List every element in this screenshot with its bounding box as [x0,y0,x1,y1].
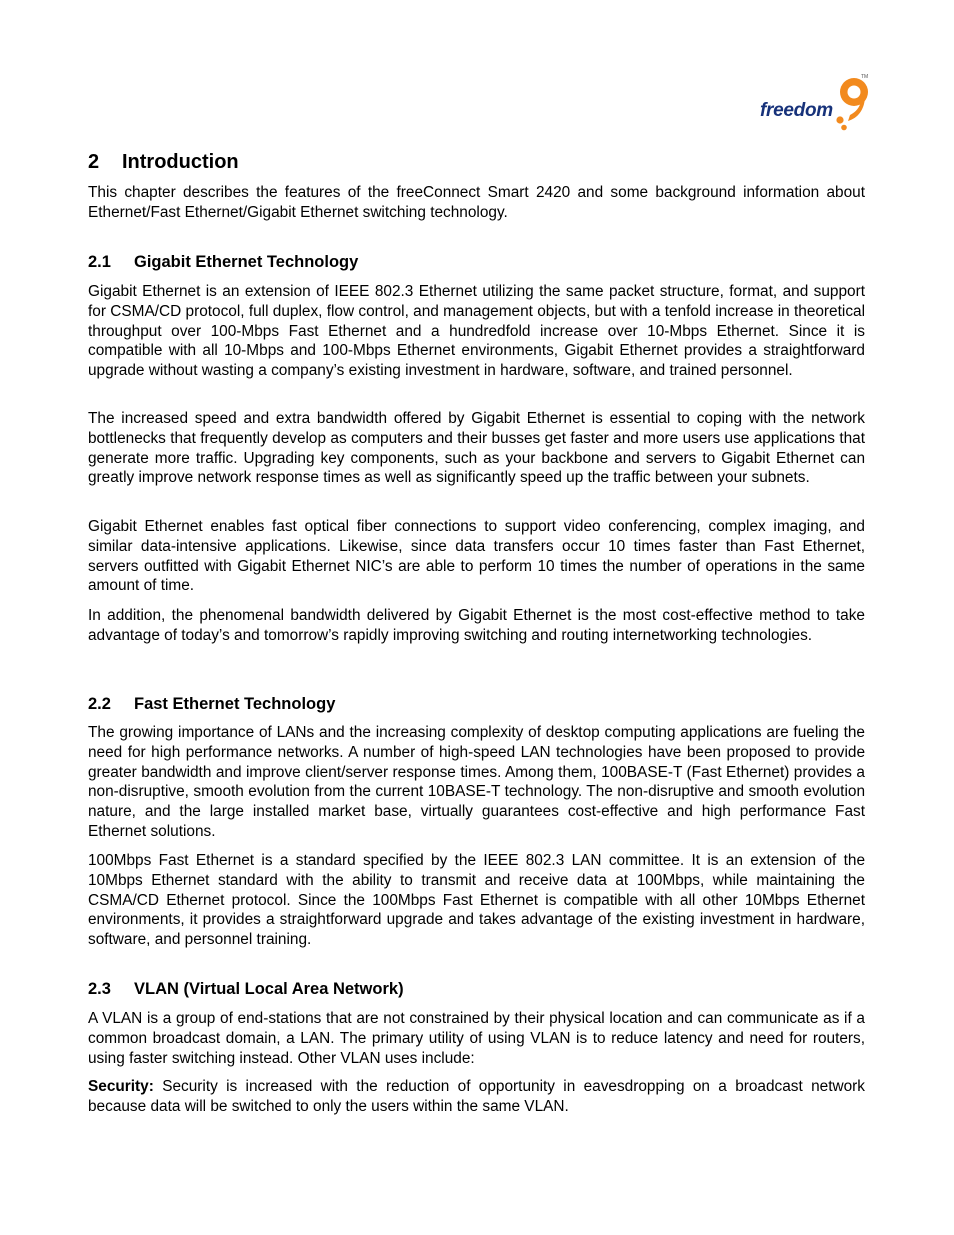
section-number: 2.1 [88,253,111,271]
paragraph: A VLAN is a group of end-stations that are not constrained by their physical location and can communicate as if a common broadcast domain, a LAN. The primary utility of using VLAN is to reduce latency and need for routers, using faster switching instead. Other VLAN uses include: [88,1010,865,1067]
paragraph: In addition, the phenomenal bandwidth delivered by Gigabit Ethernet is the most cost-effective method to take advantage of today’s and tomorrow’s rapidly improving switching and routing internetworking technologies. [88,607,865,644]
section-heading-2-3 [88,979,404,999]
paragraph: The increased speed and extra bandwidth offered by Gigabit Ethernet is essential to coping with the network bottlenecks that frequently develop as computers and their busses get faster and more users use applications that generate more traffic. Upgrading key components, such as your backbone and servers to Gigabit Ethernet can greatly improve network response times as well as significantly speed up the traffic between your subnets. [88,410,865,487]
section-number: 2.2 [88,695,111,713]
paragraph: Gigabit Ethernet enables fast optical fiber connections to support video conferencing, complex imaging, and similar data-intensive applications. Likewise, since data transfers occur 10 times faster than Fast Ethernet, servers outfitted with Gigabit Ethernet NIC’s are able to perform 10 times the number of operations in the same amount of time. [88,518,865,595]
section-title: Fast Ethernet Technology [134,695,336,713]
chapter-number: 2 [88,151,100,173]
logo-wordmark: freedom [760,100,833,121]
section-title: VLAN (Virtual Local Area Network) [134,980,404,998]
security-text: Security is increased with the reduction of opportunity in eavesdropping on a broadcast network because data will be switched to only the users within the same VLAN. [88,1078,865,1115]
logo-trademark: TM [861,74,869,80]
section-heading-2-2 [88,694,335,714]
chapter-heading [88,150,239,174]
paragraph: Gigabit Ethernet is an extension of IEEE 802.3 Ethernet utilizing the same packet structure, format, and support for CSMA/CD protocol, full duplex, flow control, and management objects, but with a tenfold increase in theoretical throughput over 100-Mbps Fast Ethernet and a hundredfold increase over 10-Mbps Ethernet. Since it is compatible with all 10-Mbps and 100-Mbps Ethernet environments, Gigabit Ethernet provides a straightforward upgrade without wasting a company’s existing investment in hardware, software, and trained personnel. [88,283,865,380]
security-label: Security: [88,1078,154,1095]
paragraph: 100Mbps Fast Ethernet is a standard specified by the IEEE 802.3 LAN committee. It is an extension of the 10Mbps Ethernet standard with the ability to transmit and receive data at 100Mbps, while maintaining the CSMA/CD Ethernet protocol. Since the 100Mbps Fast Ethernet is compatible with all other 10Mbps Ethernet environments, it provides a straightforward upgrade and takes advantage of the existing investment in hardware, software, and personnel training. [88,852,865,949]
logo-nine-icon [834,74,872,132]
paragraph: The growing importance of LANs and the increasing complexity of desktop computing applications are fueling the need for high performance networks. A number of high-speed LAN technologies have been proposed to provide greater bandwidth and improve client/server response times. Among them, 100BASE-T (Fast Ethernet) provides a non-disruptive, smooth evolution from the current 10BASE-T technology. The non-disruptive and smooth evolution nature, and the large installed market base, virtually guarantees cost-effective and high performance Fast Ethernet solutions. [88,724,865,840]
section-title: Gigabit Ethernet Technology [134,253,359,271]
chapter-intro: This chapter describes the features of the freeConnect Smart 2420 and some background information about Ethernet/Fast Ethernet/Gigabit Ethernet switching technology. [88,184,865,221]
section-number: 2.3 [88,980,111,998]
chapter-title: Introduction [122,151,239,173]
freedom9-logo [760,74,872,134]
security-paragraph [88,1077,865,1117]
section-heading-2-1 [88,252,358,272]
